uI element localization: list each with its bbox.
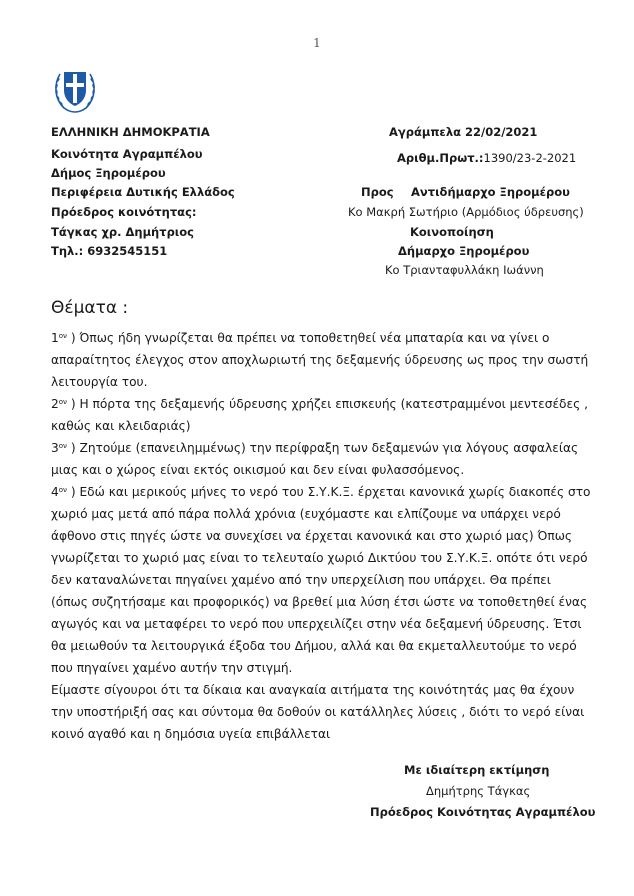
item-3-text: ) Ζητούμε (επανειλημμένως) την περίφραξη των δεξαμενών για λόγους ασφαλείας μιας και ο χώρος είναι εκτός οικισμού και δεν είναι φυλασσόμενος.	[51, 441, 579, 477]
letter-body	[51, 327, 591, 745]
item-4-number: 4	[51, 485, 59, 499]
recipient-name: Κο Μακρή Σωτήριο (Αρμόδιος ύδρευσης)	[348, 205, 584, 219]
cc-name: Κο Τριανταφυλλάκη Ιωάννη	[385, 263, 544, 277]
issuer-role-label: Πρόεδρος κοινότητας:	[51, 205, 197, 219]
issuer-republic: ΕΛΛΗΝΙΚΗ ΔΗΜΟΚΡΑΤΙΑ	[51, 125, 210, 139]
recipient-label: Προς	[361, 185, 394, 199]
issuer-region: Περιφέρεια Δυτικής Ελλάδος	[51, 185, 235, 199]
protocol-line	[397, 147, 576, 166]
protocol-label: Αριθμ.Πρωτ.:	[397, 151, 484, 165]
item-4	[51, 481, 591, 679]
issuer-president-name: Τάγκας χρ. Δημήτριος	[51, 225, 194, 239]
item-2-number: 2	[51, 397, 59, 411]
signature-regards: Με ιδιαίτερη εκτίμηση	[404, 763, 550, 777]
issuer-phone: Τηλ.: 6932545151	[51, 244, 168, 258]
item-2-text: ) Η πόρτα της δεξαμενής ύδρευσης χρήζει επισκευής (κατεστραμμένοι μεντεσέδες , καθώς και κλειδαριάς)	[51, 397, 588, 433]
item-4-sup: ον	[58, 486, 67, 494]
protocol-value: 1390/23-2-2021	[483, 151, 577, 165]
cc-label: Κοινοποίηση	[410, 225, 494, 239]
page-number: 1	[313, 36, 321, 50]
item-4-text: ) Εδώ και μερικούς μήνες το νερό του Σ.Υ.Κ.Ξ. έρχεται κανονικά χωρίς διακοπές στο χωριό μας μετά από πάρα πολλά χρόνια (ευχόμαστε και ελπίζουμε να υπάρχει νερό άφθονο στις πηγές ώστε να συνεχίσει να έρχεται κανονικά και στο χωριό μας) Όπως γνωρίζεται το χωριό μας είναι το τελευταίο χωριό Δικτύου του Σ.Υ.Κ.Ξ. οπότε ότι νερό δεν καταναλώνεται πηγαίνει χαμένο από την υπερχείλιση που υπάρχει. Θα πρέπει (όπως συζητήσαμε και προφορικός) να βρεθεί μια λύση έτσι ώστε να τοποθετηθεί ένας αγωγός και να μεταφέρει το νερό που υπερχειλίζει στην νέα δεξαμενή ύδρευσης. Έτσι θα μειωθούν τα λειτουργικά έξοδα του Δήμου, αλλά και θα εκμεταλλευτούμε το νερό που πηγαίνει χαμένο αυτήν την στιγμή.	[51, 485, 591, 675]
item-2-sup: ον	[58, 398, 67, 406]
date-line: Αγράμπελα 22/02/2021	[389, 125, 538, 139]
signature-name: Δημήτρης Τάγκας	[426, 784, 531, 798]
item-1-text: ) Όπως ήδη γνωρίζεται θα πρέπει να τοποθετηθεί νέα μπαταρία και να γίνει ο απαραίτητος έλεγχος στον αποχλωριωτή της δεξαμενής ύδρευσης ως προς την σωστή λειτουργία του.	[51, 331, 589, 389]
subject-heading: Θέματα :	[51, 298, 129, 318]
recipient-title: Αντιδήμαρχο Ξηρομέρου	[411, 185, 570, 199]
issuer-municipality: Δήμος Ξηρομέρου	[51, 166, 166, 180]
signature-title: Πρόεδρος Κοινότητας Αγραμπέλου	[370, 805, 596, 819]
issuer-community: Κοινότητα Αγραμπέλου	[51, 147, 203, 161]
item-3-sup: ον	[58, 442, 67, 450]
item-2	[51, 393, 591, 437]
item-1	[51, 327, 591, 393]
cc-title: Δήμαρχο Ξηρομέρου	[398, 244, 530, 258]
item-1-sup: ον	[58, 332, 67, 340]
item-3	[51, 437, 591, 481]
greek-coat-of-arms-icon	[52, 66, 98, 114]
item-3-number: 3	[51, 441, 59, 455]
closing-paragraph: Είμαστε σίγουροι ότι τα δίκαια και αναγκαία αιτήματα της κοινότητάς μας θα έχουν την υποστήριξή σας και σύντομα θα δοθούν οι κατάλληλες λύσεις , διότι το νερό είναι κοινό αγαθό και η δημόσια υγεία επιβάλλεται	[51, 683, 585, 741]
item-1-number: 1	[51, 331, 59, 345]
